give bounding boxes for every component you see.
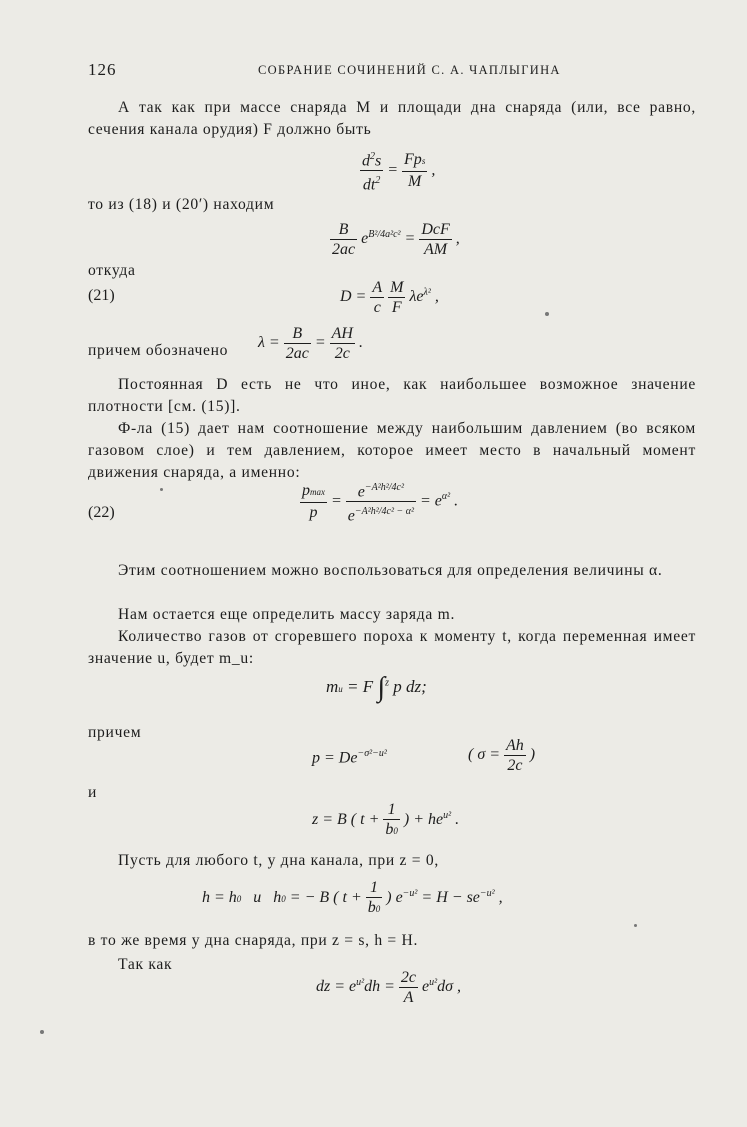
paragraph-10: причем	[88, 724, 142, 741]
running-title: СОБРАНИЕ СОЧИНЕНИЙ С. А. ЧАПЛЫГИНА	[258, 63, 561, 77]
paragraph-9: Количество газов от сгоревшего пороха к моменту t, когда переменная имеет значение u, будет m_u:	[88, 628, 696, 667]
equation-22: $\frac{pmax}{p}$ = $\frac{e^{-A^2h^2/4c^2}}{e^{-A^2h^2/4c^2 - \alpha^2}}$ = $e^{\alpha^2}$ .	[300, 478, 458, 526]
speck	[40, 1030, 44, 1034]
equation-number-21: (21)	[88, 287, 115, 304]
equation-21: D = $\frac{A}{c}$ $\frac{M}{F}$ $\lambda e^{\lambda^2}$ ,	[340, 279, 439, 316]
paragraph-2: то из (18) и (20′) находим	[88, 196, 275, 213]
equation-dz: dz = $e^{u^2}dh$ = $\frac{2c}{A}$ $e^{u^2}d\sigma$ ,	[316, 969, 462, 1006]
equation-z: z = B ( t + $\frac{1}{b0}$ ) + $he^{u^2}$ .	[312, 801, 460, 838]
equation-h0: h = h0 и h0 = − B ( t + $\frac{1}{b0}$ ) $e^{-u^2} = H - se^{-u^2}$ ,	[202, 879, 503, 916]
paragraph-1: А так как при массе снаряда M и площади дна снаряда (или, все равно, сечения канала орудия) F должно быть	[88, 99, 696, 138]
paragraph-14: Так как	[118, 956, 173, 973]
paragraph-13: в то же время у дна снаряда, при z = s, h = H.	[88, 932, 419, 949]
paragraph-8: Нам остается еще определить массу заряда m.	[118, 606, 456, 623]
paragraph-4: причем обозначено	[88, 342, 229, 359]
paragraph-6: Ф-ла (15) дает нам соотношение между наибольшим давлением (во всяком газовом слое) и тем давлением, которое имеет место в начальный момент движения снаряда, а именно:	[88, 420, 696, 481]
paragraph-5: Постоянная D есть не что иное, как наибольшее возможное значение плотности [см. (15)].	[88, 376, 696, 415]
paragraph-11: и	[88, 784, 98, 801]
speck	[545, 312, 549, 316]
equation-sigma-definition: ( σ = $\frac{Ah}{2c}$ )	[468, 737, 536, 774]
equation-mass-integral: mu = F ∫$^z$ p dz;	[326, 672, 427, 703]
running-header	[88, 60, 687, 84]
equation-number-22: (22)	[88, 504, 115, 521]
speck	[634, 924, 637, 927]
page-number: 126	[88, 60, 117, 79]
equation-lambda-definition: λ = $\frac{B}{2ac}$ = $\frac{AH}{2c}$ .	[258, 325, 363, 362]
equation-acceleration: $\frac{d^2s}{dt^2}$ = $\frac{\text{Fps}}{M}$ ,	[360, 147, 435, 195]
equation-density: $p = De^{-\sigma^2-u^2}$	[312, 748, 387, 767]
paragraph-7: Этим соотношением можно воспользоваться для определения величины α.	[118, 562, 663, 579]
equation-b-over-2ac: $\frac{B}{2ac}$ $e^{B^2/4a^2c^2}$ = $\frac{\text{DcF}}{AM}$ ,	[332, 221, 460, 258]
paragraph-3: откуда	[88, 262, 136, 279]
speck	[160, 488, 163, 491]
paragraph-12: Пусть для любого t, у дна канала, при z = 0,	[118, 852, 439, 869]
